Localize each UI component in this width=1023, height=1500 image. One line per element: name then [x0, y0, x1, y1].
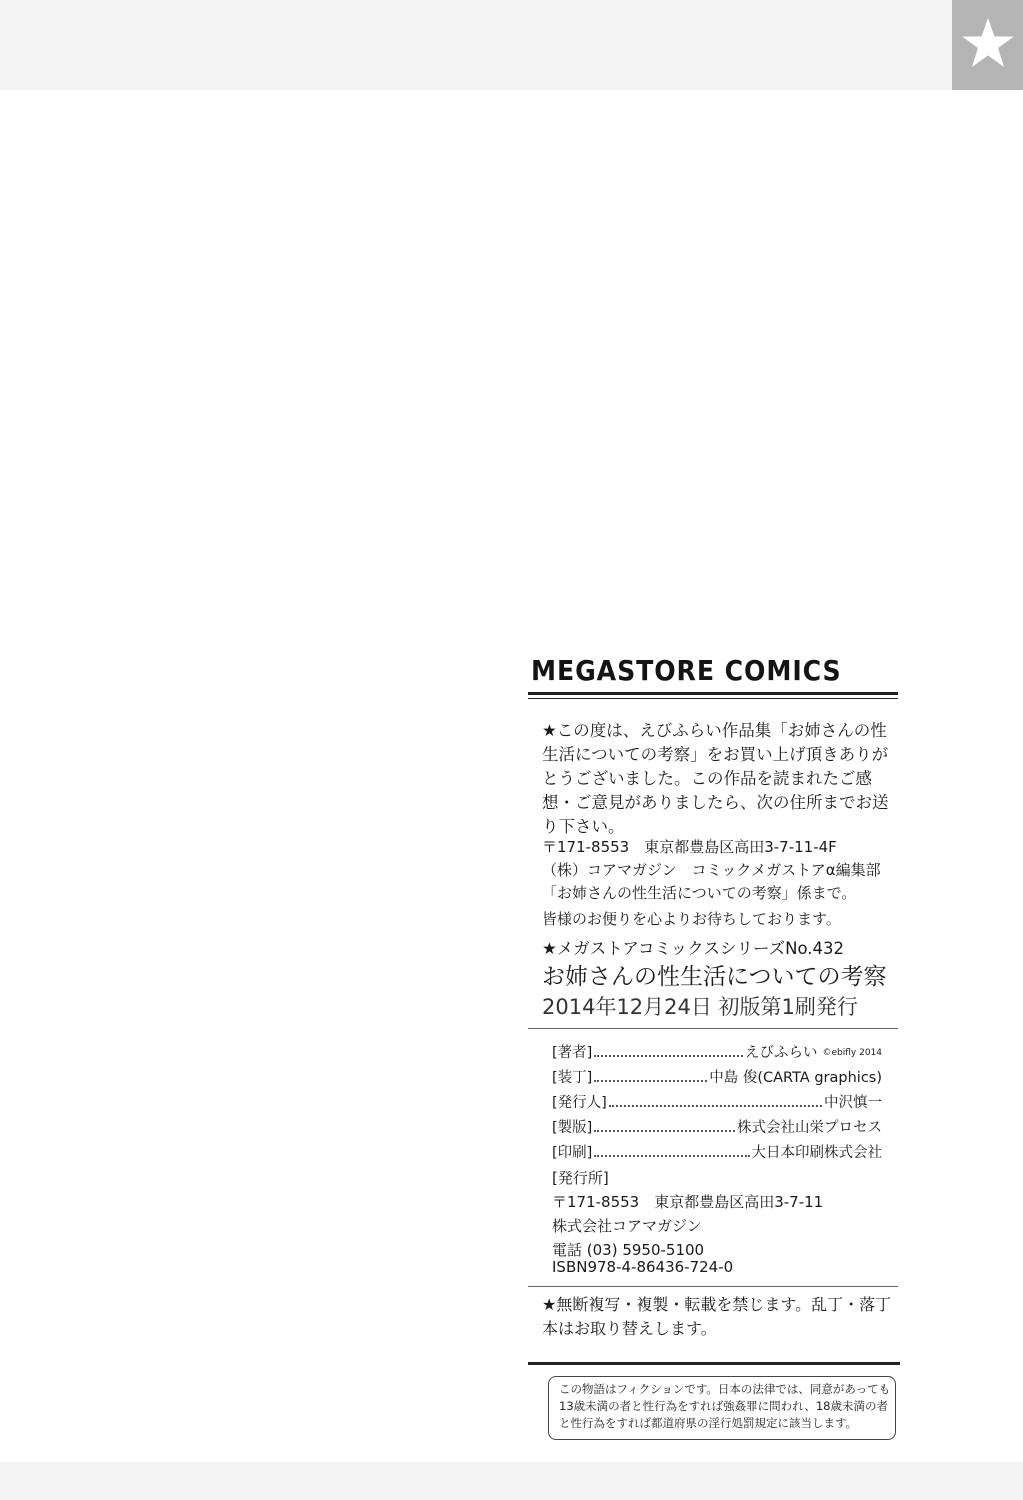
publisher-label: [発行所] — [552, 1169, 609, 1187]
credit-role: [印刷] — [552, 1145, 593, 1161]
address-line: （株）コアマガジン コミックメガストアα編集部 — [542, 861, 881, 879]
warning-line: ★無断複写・複製・転載を禁じます。乱丁・落丁 — [542, 1295, 892, 1314]
separator — [528, 1028, 898, 1029]
fiction-line: この物語はフィクションです。日本の法律では、同意があっても — [559, 1382, 891, 1396]
brand-rule-thin — [528, 698, 898, 699]
star-icon — [960, 16, 1016, 72]
credit-role: [装丁] — [552, 1070, 593, 1086]
top-margin-band — [0, 0, 1023, 90]
corner-tab — [952, 0, 1023, 90]
publisher-phone: 電話 (03) 5950-5100 — [552, 1241, 705, 1259]
credit-row-printing — [552, 1141, 882, 1166]
bottom-rule — [528, 1362, 900, 1365]
notice-line: 想・ご意見がありましたら、次の住所までお送 — [542, 793, 889, 812]
dot-leader — [594, 1080, 707, 1082]
notice-line: ★この度は、えびふらい作品集「お姉さんの性 — [542, 721, 887, 740]
publication-date: 2014年12月24日 初版第1刷発行 — [542, 995, 858, 1019]
copyright-mark: ©ebifly 2014 — [822, 1048, 882, 1058]
dot-leader — [609, 1105, 822, 1107]
credit-row-design — [552, 1066, 882, 1091]
credit-role: [発行人] — [552, 1095, 607, 1111]
dot-leader — [594, 1130, 735, 1132]
credit-role: [著者] — [552, 1045, 593, 1061]
publisher-block — [552, 1166, 823, 1262]
credit-name: 中島 俊(CARTA graphics) — [709, 1070, 882, 1086]
reader-notice — [542, 719, 889, 839]
isbn: ISBN978-4-86436-724-0 — [552, 1258, 734, 1276]
wait-line: 皆様のお便りを心よりお待ちしております。 — [542, 910, 841, 928]
notice-line: り下さい。 — [542, 817, 625, 836]
credit-role: [製版] — [552, 1120, 593, 1136]
credit-name: えびふらい — [744, 1045, 818, 1061]
warning-line: 本はお取り替えします。 — [542, 1319, 717, 1338]
brand-logo-text: MEGASTORE COMICS — [531, 654, 842, 687]
credit-row-platemaking — [552, 1116, 882, 1141]
notice-line: とうございました。この作品を読まれたご感 — [542, 769, 872, 788]
bottom-margin-band — [0, 1462, 1023, 1500]
credit-name: 大日本印刷株式会社 — [751, 1145, 882, 1161]
dot-leader — [594, 1155, 749, 1157]
dot-leader — [594, 1055, 743, 1057]
publisher-company: 株式会社コアマガジン — [552, 1217, 702, 1235]
fiction-notice-box — [548, 1376, 896, 1440]
brand-rule — [528, 692, 898, 695]
book-title: お姉さんの性生活についての考察 — [542, 964, 887, 990]
mail-address — [542, 836, 881, 905]
copy-warning — [542, 1293, 891, 1341]
fiction-line: 13歳未満の者と性行為をすれば強姦罪に問われ、18歳未満の者 — [559, 1399, 888, 1413]
separator — [528, 1286, 898, 1287]
credit-name: 中沢慎一 — [824, 1095, 882, 1111]
address-line: 「お姉さんの性生活についての考察」係まで。 — [542, 884, 857, 902]
address-line: 〒171-8553 東京都豊島区高田3-7-11-4F — [542, 838, 837, 856]
credit-name: 株式会社山栄プロセス — [737, 1120, 882, 1136]
credits-list — [552, 1041, 882, 1166]
fiction-line: と性行為をすれば都道府県の淫行処罰規定に該当します。 — [559, 1416, 858, 1430]
notice-line: 生活についての考察」をお買い上げ頂きありが — [542, 745, 889, 764]
credit-row-publisher-person — [552, 1091, 882, 1116]
series-number: ★メガストアコミックスシリーズNo.432 — [542, 939, 845, 958]
publisher-address: 〒171-8553 東京都豊島区高田3-7-11 — [552, 1193, 824, 1211]
credit-row-author — [552, 1041, 882, 1066]
